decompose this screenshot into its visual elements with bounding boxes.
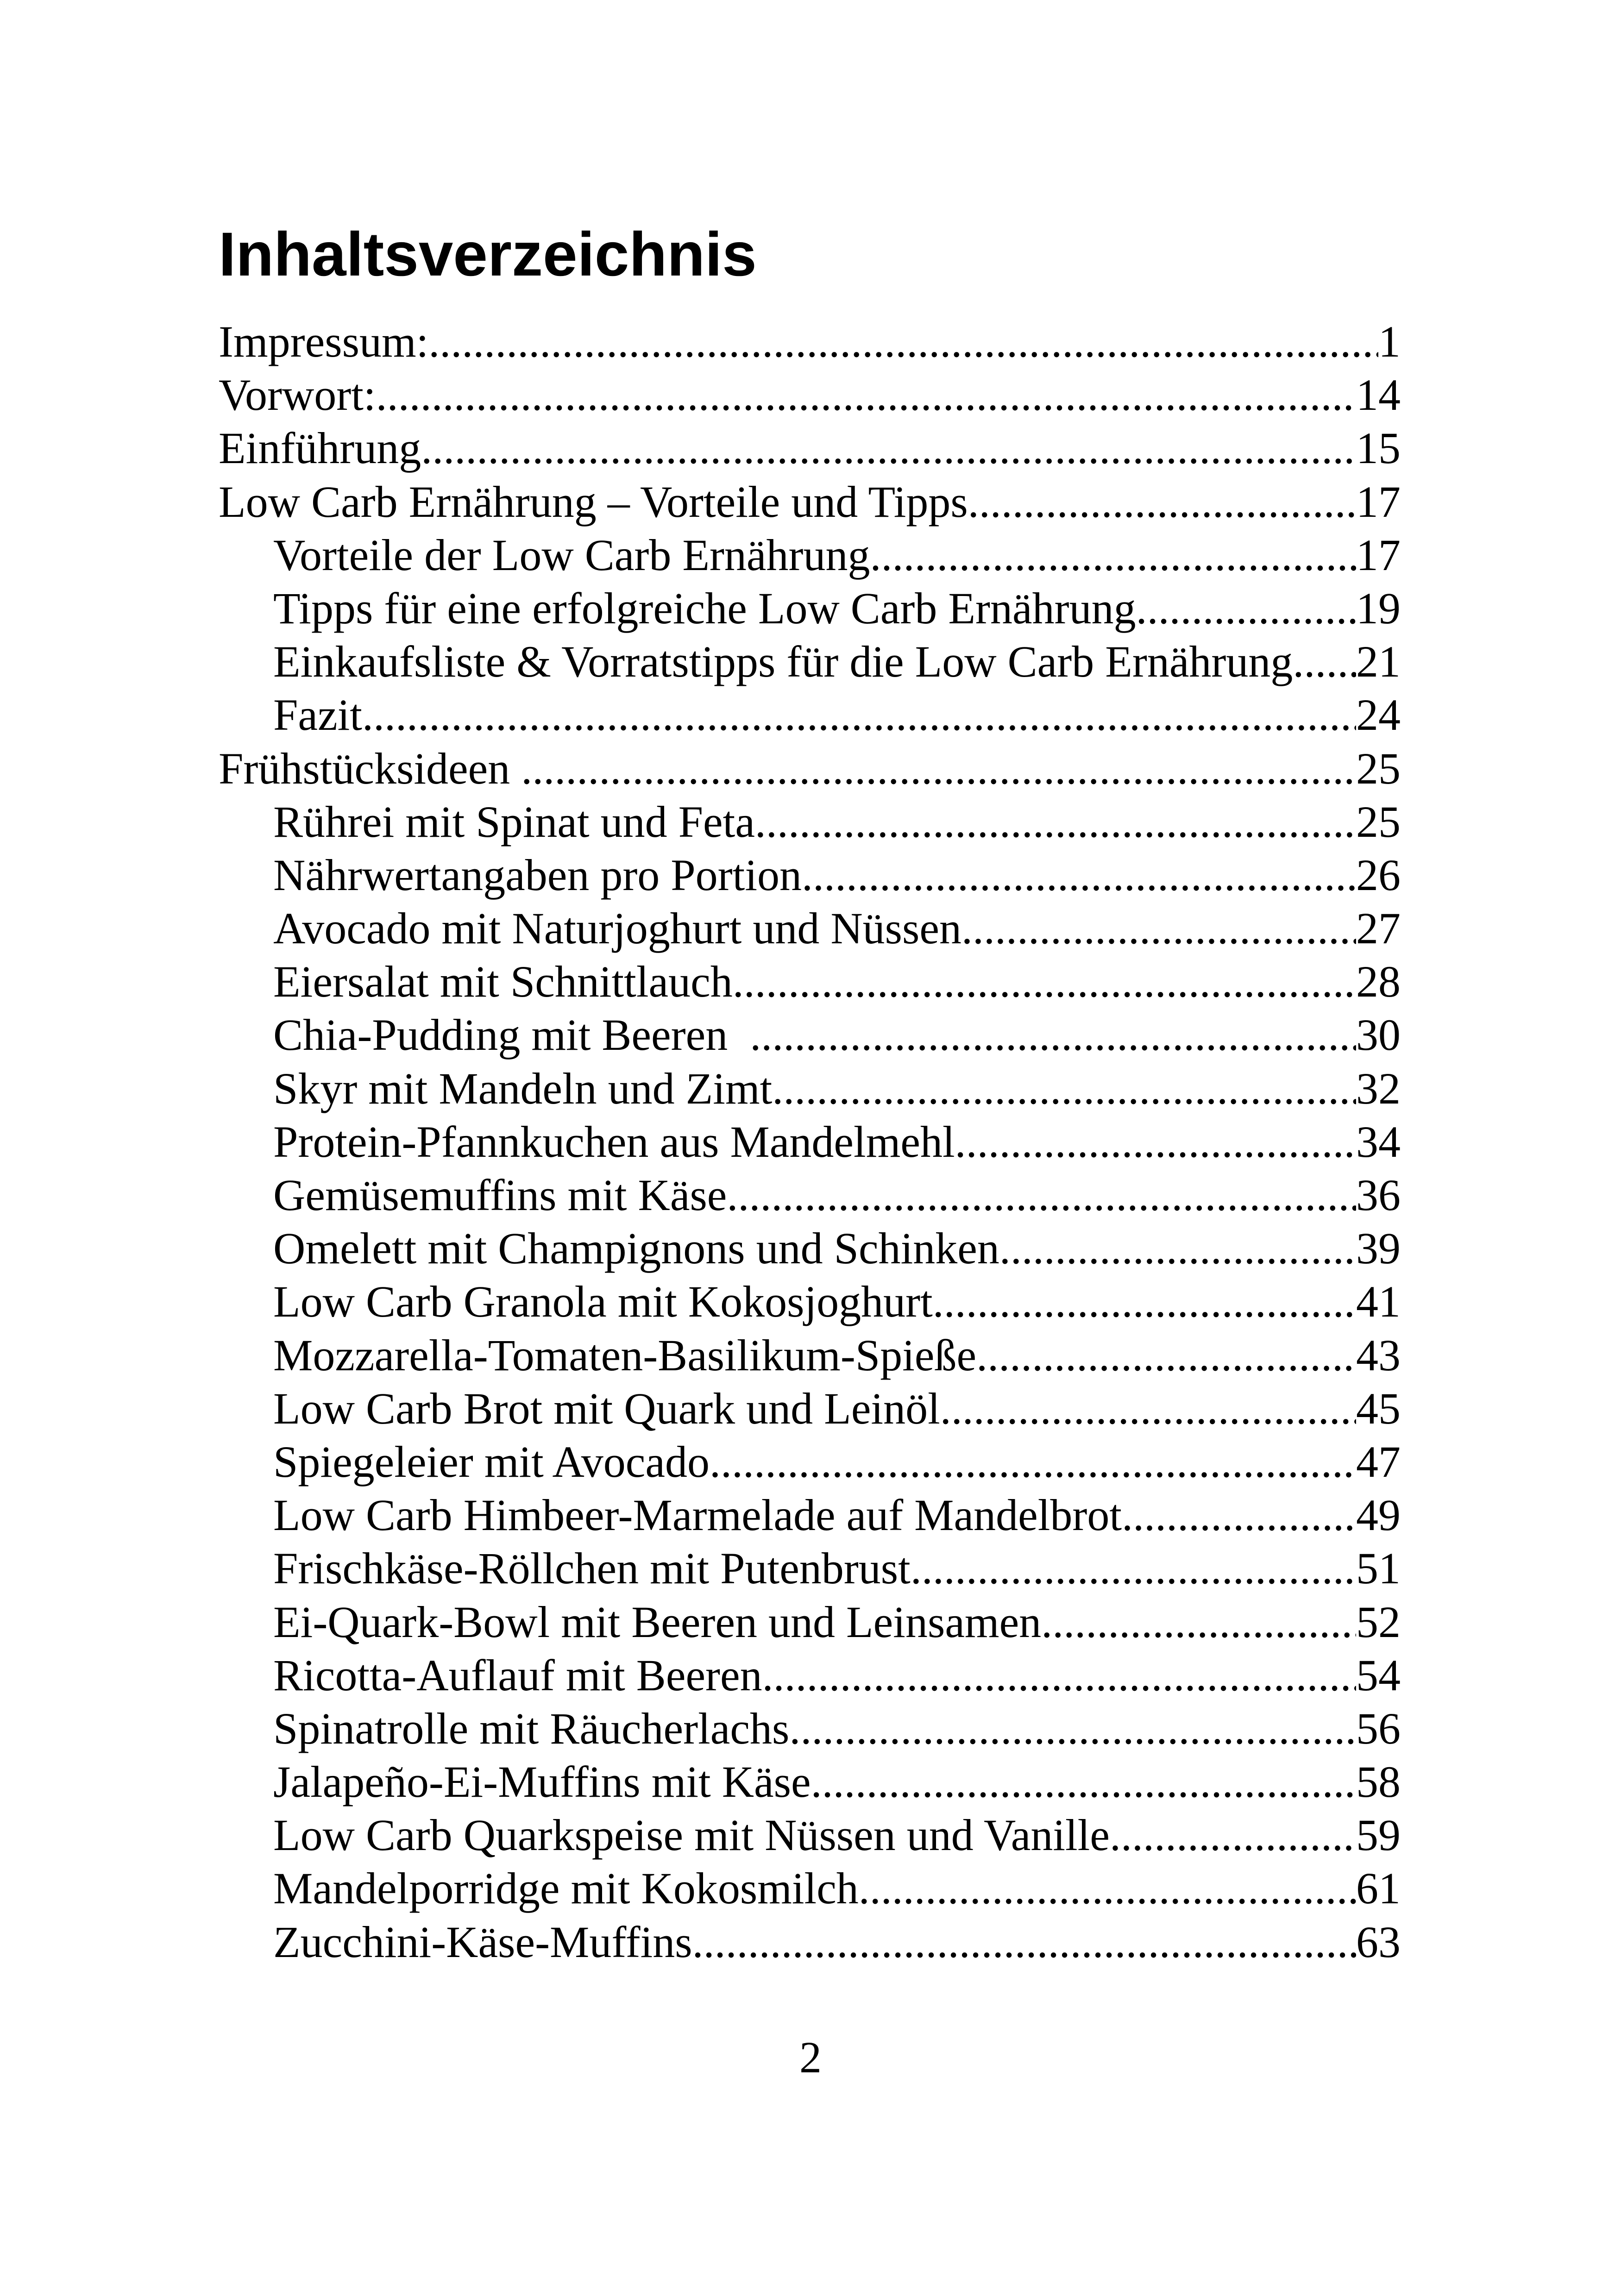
toc-entry-title: Einführung	[219, 423, 421, 473]
toc-entry-title: Frischkäse-Röllchen mit Putenbrust	[273, 1543, 911, 1593]
toc-entry-page: 49	[1356, 1490, 1401, 1540]
toc-entry-title: Nährwertangaben pro Portion	[273, 850, 802, 900]
toc-entry-page: 25	[1356, 743, 1401, 793]
dot-leader	[999, 1222, 1356, 1275]
toc-entry[interactable]	[219, 315, 1401, 368]
toc-entry[interactable]	[219, 688, 1401, 741]
dot-leader	[976, 1329, 1356, 1382]
toc-entry[interactable]	[219, 1168, 1401, 1222]
toc-entry[interactable]	[219, 1915, 1401, 1969]
toc-entry-page: 26	[1356, 850, 1401, 900]
toc-entry[interactable]	[219, 1062, 1401, 1115]
toc-entry-page: 19	[1356, 583, 1401, 633]
toc-entry-page: 21	[1356, 637, 1401, 687]
dot-leader	[955, 1115, 1356, 1168]
toc-entry-title: Eiersalat mit Schnittlauch	[273, 957, 733, 1007]
toc-entry-page: 51	[1356, 1543, 1401, 1593]
toc-entry-page: 34	[1356, 1117, 1401, 1167]
toc-entry-page: 17	[1356, 530, 1401, 580]
toc-entry-page: 24	[1356, 690, 1401, 740]
dot-leader	[859, 1862, 1356, 1915]
toc-entry[interactable]	[219, 1382, 1401, 1435]
toc-entry[interactable]	[219, 848, 1401, 902]
toc-entry-title: Protein-Pfannkuchen aus Mandelmehl	[273, 1117, 955, 1167]
toc-entry-page: 61	[1356, 1863, 1401, 1913]
toc-entry-page: 30	[1356, 1010, 1401, 1060]
toc-entry[interactable]	[219, 1542, 1401, 1595]
dot-leader	[428, 315, 1378, 368]
dot-leader	[750, 1008, 1356, 1061]
table-of-contents	[219, 315, 1401, 1969]
toc-heading: Inhaltsverzeichnis	[219, 220, 757, 289]
toc-entry-title: Chia-Pudding mit Beeren	[273, 1010, 750, 1060]
dot-leader	[421, 421, 1356, 475]
dot-leader	[1122, 1488, 1356, 1542]
dot-leader	[1110, 1808, 1356, 1862]
dot-leader	[811, 1755, 1356, 1808]
toc-entry-title: Tipps für eine erfolgreiche Low Carb Ernährung	[273, 583, 1136, 633]
toc-entry-title: Vorwort:	[219, 370, 376, 420]
toc-entry[interactable]	[219, 795, 1401, 848]
toc-entry-title: Mandelporridge mit Kokosmilch	[273, 1863, 859, 1913]
page-number: 2	[799, 2033, 822, 2082]
toc-entry-title: Avocado mit Naturjoghurt und Nüssen	[273, 903, 961, 954]
toc-entry[interactable]	[219, 1222, 1401, 1275]
toc-entry[interactable]	[219, 1595, 1401, 1649]
toc-entry-page: 15	[1356, 423, 1401, 473]
toc-entry-title: Spiegeleier mit Avocado	[273, 1437, 710, 1487]
dot-leader	[911, 1542, 1356, 1595]
toc-entry-page: 32	[1356, 1063, 1401, 1113]
toc-entry-page: 45	[1356, 1383, 1401, 1433]
toc-entry[interactable]	[219, 1862, 1401, 1915]
toc-entry-page: 14	[1356, 370, 1401, 420]
toc-entry[interactable]	[219, 1329, 1401, 1382]
dot-leader	[755, 795, 1356, 848]
dot-leader	[762, 1649, 1356, 1702]
dot-leader	[789, 1702, 1356, 1755]
toc-entry[interactable]	[219, 742, 1401, 795]
toc-entry[interactable]	[219, 1115, 1401, 1168]
toc-entry-page: 27	[1356, 903, 1401, 954]
toc-entry-title: Low Carb Himbeer-Marmelade auf Mandelbrot	[273, 1490, 1122, 1540]
toc-entry-title: Einkaufsliste & Vorratstipps für die Low Carb Ernährung	[273, 637, 1293, 687]
toc-entry-page: 54	[1356, 1650, 1401, 1700]
toc-entry-page: 39	[1356, 1223, 1401, 1273]
toc-entry[interactable]	[219, 1008, 1401, 1061]
toc-entry-title: Skyr mit Mandeln und Zimt	[273, 1063, 773, 1113]
toc-entry-title: Low Carb Ernährung – Vorteile und Tipps	[219, 477, 968, 527]
toc-entry-title: Gemüsemuffins mit Käse	[273, 1170, 727, 1220]
toc-entry[interactable]	[219, 1275, 1401, 1328]
toc-entry[interactable]	[219, 635, 1401, 688]
toc-entry-title: Mozzarella-Tomaten-Basilikum-Spieße	[273, 1330, 977, 1380]
toc-entry-page: 63	[1356, 1917, 1401, 1967]
toc-entry-title: Vorteile der Low Carb Ernährung	[273, 530, 870, 580]
toc-entry-title: Ricotta-Auflauf mit Beeren	[273, 1650, 762, 1700]
dot-leader	[1293, 635, 1356, 688]
toc-entry[interactable]	[219, 902, 1401, 955]
toc-entry-page: 52	[1356, 1597, 1401, 1647]
toc-entry-title: Rührei mit Spinat und Feta	[273, 797, 755, 847]
toc-entry-page: 25	[1356, 797, 1401, 847]
dot-leader	[802, 848, 1356, 902]
toc-entry-title: Impressum:	[219, 317, 429, 366]
dot-leader	[772, 1062, 1356, 1115]
toc-entry[interactable]	[219, 1755, 1401, 1808]
toc-entry-title: Zucchini-Käse-Muffins	[273, 1917, 692, 1967]
toc-entry[interactable]	[219, 1488, 1401, 1542]
dot-leader	[968, 475, 1356, 528]
dot-leader	[521, 742, 1356, 795]
dot-leader	[961, 902, 1356, 955]
toc-entry[interactable]	[219, 582, 1401, 635]
toc-entry-title: Spinatrolle mit Räucherlachs	[273, 1703, 790, 1753]
toc-entry[interactable]	[219, 368, 1401, 421]
toc-entry-title: Omelett mit Champignons und Schinken	[273, 1223, 999, 1273]
toc-entry-title: Low Carb Quarkspeise mit Nüssen und Vanille	[273, 1810, 1110, 1860]
dot-leader	[710, 1435, 1356, 1488]
toc-entry[interactable]	[219, 421, 1401, 475]
toc-entry[interactable]	[219, 475, 1401, 528]
toc-entry-page: 36	[1356, 1170, 1401, 1220]
toc-entry-page: 47	[1356, 1437, 1401, 1487]
toc-entry-page: 59	[1356, 1810, 1401, 1860]
toc-entry[interactable]	[219, 955, 1401, 1008]
toc-entry-title: Jalapeño-Ei-Muffins mit Käse	[273, 1757, 811, 1807]
toc-entry[interactable]	[219, 528, 1401, 582]
toc-entry-page: 1	[1378, 317, 1401, 366]
toc-entry-title: Frühstücksideen	[219, 743, 521, 793]
dot-leader	[362, 688, 1356, 741]
toc-entry[interactable]	[219, 1808, 1401, 1862]
dot-leader	[1041, 1595, 1356, 1649]
toc-entry[interactable]	[219, 1702, 1401, 1755]
toc-entry-page: 58	[1356, 1757, 1401, 1807]
toc-entry-page: 28	[1356, 957, 1401, 1007]
toc-entry[interactable]	[219, 1435, 1401, 1488]
dot-leader	[933, 1275, 1356, 1328]
toc-entry[interactable]	[219, 1649, 1401, 1702]
toc-entry-title: Fazit	[273, 690, 362, 740]
dot-leader	[1136, 582, 1356, 635]
toc-entry-page: 17	[1356, 477, 1401, 527]
dot-leader	[733, 955, 1356, 1008]
toc-entry-page: 43	[1356, 1330, 1401, 1380]
dot-leader	[692, 1915, 1356, 1969]
dot-leader	[870, 528, 1357, 582]
toc-entry-page: 41	[1356, 1277, 1401, 1327]
toc-entry-title: Ei-Quark-Bowl mit Beeren und Leinsamen	[273, 1597, 1042, 1647]
toc-entry-title: Low Carb Brot mit Quark und Leinöl	[273, 1383, 940, 1433]
toc-entry-page: 56	[1356, 1703, 1401, 1753]
dot-leader	[376, 368, 1356, 421]
toc-entry-title: Low Carb Granola mit Kokosjoghurt	[273, 1277, 933, 1327]
dot-leader	[727, 1168, 1356, 1222]
dot-leader	[940, 1382, 1356, 1435]
